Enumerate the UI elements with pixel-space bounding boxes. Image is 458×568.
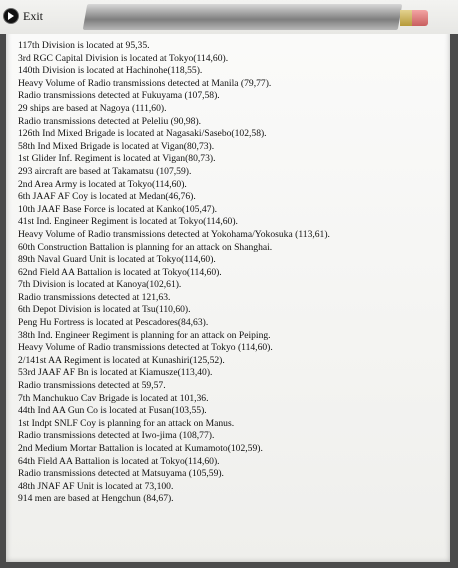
- message-line: Heavy Volume of Radio transmissions detected at Yokohama/Yokosuka (113,61).: [18, 228, 330, 240]
- message-line: 140th Division is located at Hachinohe(118,55).: [18, 65, 203, 77]
- message-line: 117th Division is located at 95,35.: [18, 40, 150, 51]
- message-line: 6th Depot Division is located at Tsu(110,60).: [18, 304, 191, 316]
- message-line: 10th JAAF Base Force is located at Kanko(105,47).: [18, 203, 218, 215]
- message-line: 44th Ind AA Gun Co is located at Fusan(103,55).: [18, 405, 207, 417]
- header-bar: [0, 0, 458, 34]
- message-line: 58th Ind Mixed Brigade is located at Vigan(80,73).: [18, 140, 215, 152]
- message-line: 2nd Medium Mortar Battalion is located at Kumamoto(102,59).: [18, 443, 263, 454]
- message-line: 38th Ind. Engineer Regiment is planning for an attack on Peiping.: [18, 329, 271, 341]
- message-line: 48th JNAF AF Unit is located at 73,100.: [18, 480, 174, 492]
- message-line: Heavy Volume of Radio transmissions detected at Manila (79,77).: [18, 77, 272, 89]
- message-list: [18, 40, 448, 506]
- exit-button[interactable]: [4, 7, 43, 25]
- message-line: 126th Ind Mixed Brigade is located at Nagasaki/Sasebo(102,58).: [18, 128, 267, 140]
- message-line: 7th Manchukuo Cav Brigade is located at 101,36.: [18, 392, 209, 404]
- exit-label: Exit: [23, 8, 43, 23]
- message-line: 89th Naval Guard Unit is located at Tokyo(114,60).: [18, 254, 216, 266]
- message-line: 53rd JAAF AF Bn is located at Kiamusze(113,40).: [18, 367, 213, 379]
- message-line: 6th JAAF AF Coy is located at Medan(46,76).: [18, 191, 196, 203]
- message-line: Radio transmissions detected at 121,63.: [18, 291, 171, 303]
- message-line: Radio transmissions detected at Fukuyama (107,58).: [18, 90, 220, 102]
- message-line: Radio transmissions detected at Matsuyama (105,59).: [18, 468, 224, 480]
- pencil-graphic: [85, 0, 430, 34]
- message-line: 914 men are based at Hengchun (84,67).: [18, 493, 174, 505]
- message-line: Heavy Volume of Radio transmissions detected at Tokyo (114,60).: [18, 342, 273, 354]
- pencil-eraser: [412, 10, 428, 26]
- pencil-band: [400, 10, 412, 26]
- message-line: 41st Ind. Engineer Regiment is located at Tokyo(114,60).: [18, 216, 238, 228]
- exit-icon: [4, 9, 18, 23]
- message-line: 64th Field AA Battalion is located at Tokyo(114,60).: [18, 455, 220, 467]
- message-line: 3rd RGC Capital Division is located at Tokyo(114,60).: [18, 52, 229, 64]
- pencil-body: [83, 4, 403, 30]
- message-line: 1st Glider Inf. Regiment is located at Vigan(80,73).: [18, 153, 216, 165]
- message-line: 293 aircraft are based at Takamatsu (107,59).: [18, 165, 192, 177]
- message-line: Radio transmissions detected at Iwo-jima (108,77).: [18, 430, 215, 442]
- message-line: Radio transmissions detected at Peleliu (90,98).: [18, 115, 202, 127]
- message-line: Radio transmissions detected at 59,57.: [18, 380, 166, 392]
- message-line: 7th Division is located at Kanoya(102,61).: [18, 279, 182, 291]
- message-line: 60th Construction Battalion is planning for an attack on Shanghai.: [18, 241, 273, 253]
- message-line: 62nd Field AA Battalion is located at Tokyo(114,60).: [18, 266, 222, 278]
- message-line: 2/141st AA Regiment is located at Kunashiri(125,52).: [18, 354, 225, 366]
- message-line: 1st Indpt SNLF Coy is planning for an attack on Manus.: [18, 417, 235, 429]
- message-line: 2nd Area Army is located at Tokyo(114,60).: [18, 178, 187, 190]
- message-line: 29 ships are based at Nagoya (111,60).: [18, 102, 167, 114]
- message-line: Peng Hu Fortress is located at Pescadores(84,63).: [18, 317, 209, 329]
